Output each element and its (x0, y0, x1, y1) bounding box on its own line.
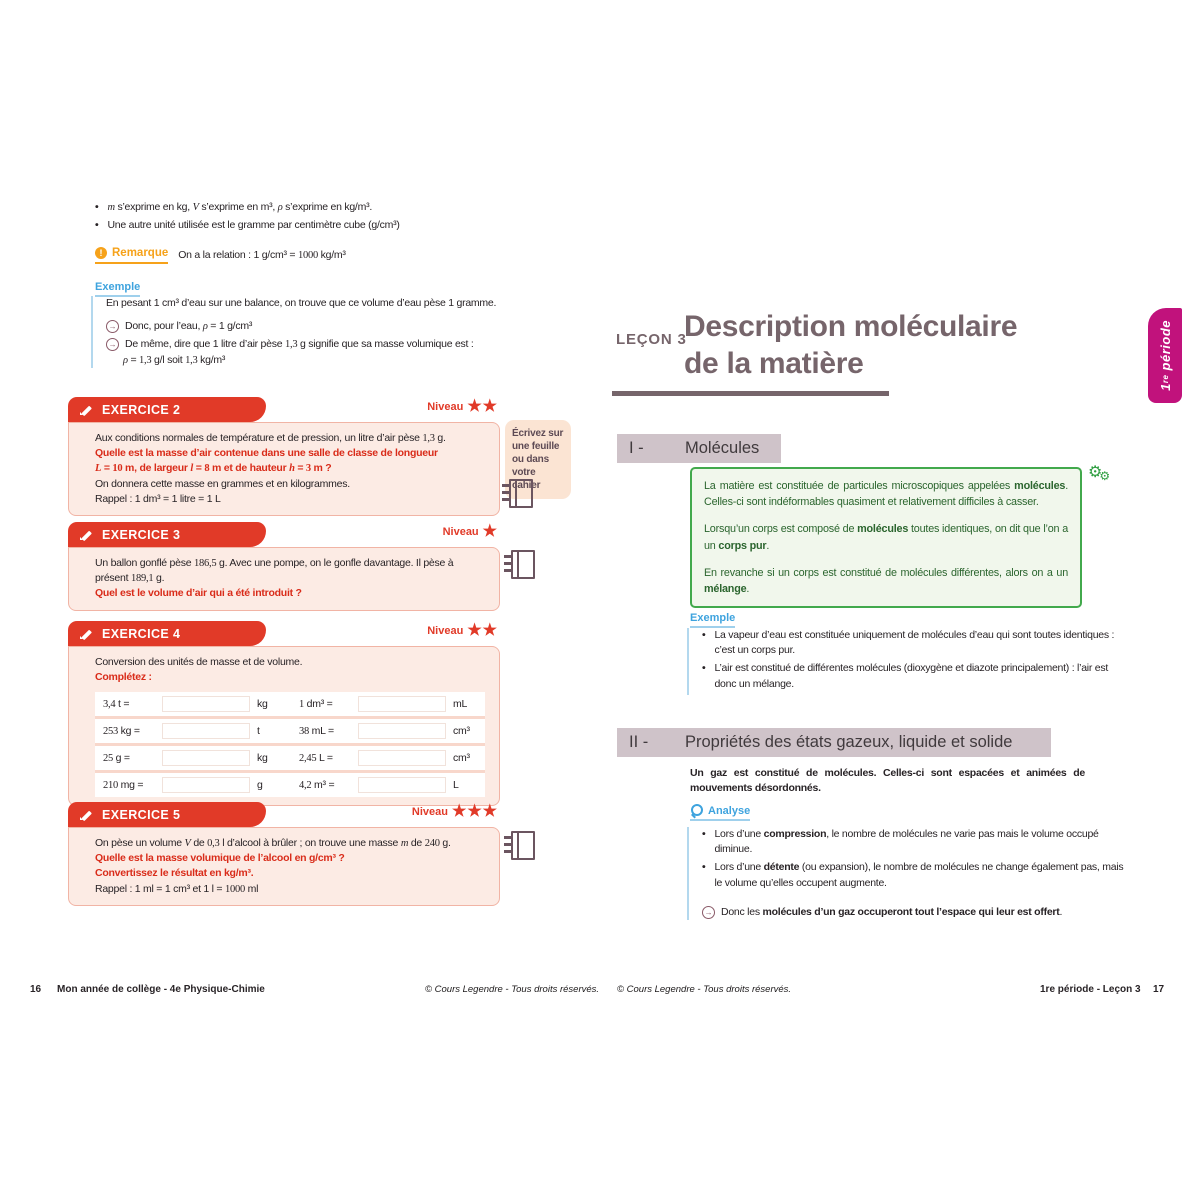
conversion-label: 4,2 m³ = (299, 778, 335, 791)
table-row (95, 719, 485, 746)
lesson-label: LEÇON 3 (616, 331, 687, 348)
remarque-label: Remarque (112, 247, 169, 259)
exercise-question: Convertissez le résultat en kg/m³. (95, 867, 254, 880)
conversion-label: 3,4 t = (103, 697, 130, 710)
star-icons: ★★★ (451, 803, 498, 820)
star-icons: ★★ (467, 622, 498, 639)
notebook-icon (511, 831, 535, 860)
page-number: 16 (30, 984, 42, 995)
exemple-intro: En pesant 1 cm³ d’eau sur une balance, on trouve que ce volume d’eau pèse 1 gramme. (106, 297, 497, 309)
exercise-tab (68, 397, 266, 422)
bullet-icon: • (702, 828, 706, 840)
niveau-label: Niveau (442, 526, 479, 538)
exercise-tab (68, 802, 266, 827)
conclusion-text: Donc les molécules d’un gaz occuperont tout l’espace qui leur est offert. (721, 905, 1063, 918)
exemple-block (91, 296, 531, 368)
gears-icon: ⚙⚙ (1088, 464, 1111, 483)
exercise-question: L = 10 m, de largeur l = 8 m et de hauteur h = 3 m ? (95, 462, 332, 475)
exercise-header (68, 522, 500, 547)
exercise-title: EXERCICE 5 (102, 807, 181, 822)
exercise-question: Complétez : (95, 671, 152, 684)
exemple-label: Exemple (95, 277, 140, 297)
knowledge-paragraph: En revanche si un corps est constitué de molécules différentes, alors on a un mélange. (704, 566, 1068, 595)
title-underline (612, 391, 889, 396)
analyse-text: Lors d’une détente (ou expansion), le nombre de molécules ne change également pas, mais le volume qu’elles occupent augmente. (714, 861, 1124, 889)
exercise-body (68, 646, 500, 806)
table-row (95, 692, 485, 719)
exercise-5 (68, 802, 500, 906)
difficulty-level (412, 804, 498, 820)
exercise-body (68, 827, 500, 906)
list-item (95, 218, 525, 233)
period-tab-label: 1re période (1157, 320, 1173, 391)
answer-blank[interactable] (358, 750, 446, 766)
pencil-icon (79, 528, 93, 542)
answer-blank[interactable] (162, 696, 250, 712)
remarque-callout (95, 247, 346, 264)
exercise-tab (68, 522, 266, 547)
answer-blank[interactable] (358, 723, 446, 739)
table-row (95, 773, 485, 797)
exercise-question: Quelle est la masse volumique de l’alcool en g/cm³ ? (95, 852, 345, 865)
bullet-icon: • (95, 219, 99, 232)
exemple-point (106, 337, 531, 352)
exemple-point (106, 319, 531, 334)
exercise-2 (68, 397, 500, 516)
conversion-label: 1 dm³ = (299, 697, 333, 710)
exercise-header (68, 397, 500, 422)
exemple-text: La vapeur d’eau est constituée uniquement de molécules d’eau qui sont toutes identiques : c’est un corps pur. (714, 629, 1115, 657)
unit-label: L (453, 778, 459, 791)
knowledge-paragraph: La matière est constituée de particules microscopiques appelées molécules. Celles-ci sont indéformables quasiment et relativement difficiles à casser. (704, 480, 1068, 509)
bullet-text: m s’exprime en kg, V s’exprime en m³, ρ s’exprime en kg/m³. (107, 201, 373, 213)
pencil-icon (79, 403, 93, 417)
exercise-text: Rappel : 1 ml = 1 cm³ et 1 l = 1000 ml (95, 882, 259, 895)
exercise-question: Quelle est la masse d’air contenue dans une salle de classe de longueur (95, 447, 438, 460)
difficulty-level (427, 623, 498, 639)
copyright: © Cours Legendre - Tous droits réservés. (425, 984, 600, 995)
exemple-text: ρ = 1,3 g/l soit 1,3 kg/m³ (123, 353, 226, 366)
conversion-label: 2,45 L = (299, 751, 333, 764)
analyse-block (687, 827, 1126, 920)
list-item (702, 628, 1120, 658)
knowledge-box (690, 467, 1082, 608)
conversion-label: 253 kg = (103, 724, 140, 737)
list-item (702, 661, 1120, 691)
exercise-body (68, 547, 500, 611)
exercise-header (68, 621, 500, 646)
star-icons: ★ (482, 523, 498, 540)
page-number: 17 (1153, 984, 1165, 995)
analyse-text: Lors d’une compression, le nombre de molécules ne varie pas mais le volume occupé diminue. (714, 828, 1099, 856)
star-icons: ★★ (467, 398, 498, 415)
copyright: © Cours Legendre - Tous droits réservés. (617, 984, 792, 995)
unit-bullet-list (95, 200, 525, 236)
unit-label: kg (257, 697, 268, 710)
exercise-3 (68, 522, 500, 611)
bullet-icon: • (702, 629, 706, 641)
notebook-icon (511, 550, 535, 579)
section-heading-2 (617, 728, 1051, 757)
conversion-table (95, 692, 485, 797)
section-title: Propriétés des états gazeux, liquide et solide (685, 733, 1013, 751)
section-title: Molécules (685, 439, 760, 457)
exercise-text: Un ballon gonflé pèse 186,5 g. Avec une pompe, on le gonfle davantage. Il pèse à présent 189,1 g. (95, 557, 454, 585)
conversion-label: 25 g = (103, 751, 130, 764)
remarque-text: On a la relation : 1 g/cm³ = 1000 kg/m³ (178, 248, 346, 261)
exercise-text: Rappel : 1 dm³ = 1 litre = 1 L (95, 492, 221, 505)
exemple-text: Donc, pour l’eau, ρ = 1 g/cm³ (125, 320, 253, 333)
bullet-icon: • (702, 861, 706, 874)
exercise-tab (68, 621, 266, 646)
remarque-pill (95, 247, 168, 264)
difficulty-level (443, 524, 498, 540)
section-heading-1 (617, 434, 781, 463)
table-row (95, 746, 485, 773)
unit-label: t (257, 724, 260, 737)
arrow-icon: → (106, 320, 119, 333)
title-line: de la matière (684, 347, 864, 380)
section-numeral: I - (629, 439, 644, 457)
write-in-notebook-note: Écrivez sur une feuille ou dans votre cahier (505, 420, 571, 499)
exercise-title: EXERCICE 4 (102, 626, 181, 641)
gas-paragraph: Un gaz est constitué de molécules. Celles-ci sont espacées et animées de mouvements désordonnés. (690, 767, 1085, 795)
pencil-icon (79, 808, 93, 822)
exercise-text: On pèse un volume V de 0,3 l d’alcool à brûler ; on trouve une masse m de 240 g. (95, 837, 451, 849)
answer-blank[interactable] (162, 750, 250, 766)
section-numeral: II - (629, 733, 649, 751)
analyse-label-text: Analyse (708, 804, 751, 817)
unit-label: cm³ (453, 751, 470, 764)
title-line: Description moléculaire (684, 310, 1018, 343)
niveau-label: Niveau (411, 806, 448, 818)
unit-label: kg (257, 751, 268, 764)
unit-label: cm³ (453, 724, 470, 737)
answer-blank[interactable] (358, 696, 446, 712)
exercise-title: EXERCICE 2 (102, 402, 181, 417)
conversion-label: 210 mg = (103, 778, 144, 791)
list-item (95, 200, 525, 215)
list-item (702, 827, 1126, 857)
answer-blank[interactable] (358, 777, 446, 793)
bullet-text: Une autre unité utilisée est le gramme par centimètre cube (g/cm³) (107, 219, 400, 232)
exercise-text: On donnera cette masse en grammes et en kilogrammes. (95, 477, 350, 490)
exercise-text: Conversion des unités de masse et de volume. (95, 656, 303, 668)
exercise-header (68, 802, 500, 827)
arrow-icon: → (702, 906, 715, 919)
exemple-text: De même, dire que 1 litre d’air pèse 1,3 g signifie que sa masse volumique est : (125, 338, 474, 351)
unit-label: mL (453, 697, 468, 710)
exemple-text: L’air est constitué de différentes molécules (dioxygène et diazote principalement) : l’air est donc un mélange. (714, 662, 1109, 690)
niveau-label: Niveau (427, 625, 464, 637)
niveau-label: Niveau (427, 401, 464, 413)
exercise-body (68, 422, 500, 516)
difficulty-level (427, 399, 498, 415)
bullet-icon: • (702, 662, 706, 675)
bullet-icon: • (95, 201, 99, 213)
period-lesson-label: 1re période - Leçon 3 (1040, 984, 1141, 995)
notebook-icon (509, 479, 533, 508)
answer-blank[interactable] (162, 723, 250, 739)
analyse-label (690, 804, 750, 822)
list-item (702, 860, 1126, 890)
page-title (684, 308, 1017, 382)
magnifier-icon (690, 804, 703, 817)
exercise-question: Quel est le volume d’air qui a été introduit ? (95, 587, 302, 600)
exemple-block (687, 628, 1120, 695)
exercise-title: EXERCICE 3 (102, 527, 181, 542)
arrow-icon: → (106, 338, 119, 351)
exemple-label: Exemple (690, 608, 735, 628)
knowledge-paragraph: Lorsqu’un corps est composé de molécules toutes identiques, on dit que l’on a un corps pur. (704, 523, 1068, 552)
period-tab (1148, 308, 1182, 403)
alert-icon: ! (95, 247, 107, 259)
answer-blank[interactable] (162, 777, 250, 793)
pencil-icon (79, 627, 93, 641)
unit-label: g (257, 778, 263, 791)
conversion-label: 38 mL = (299, 724, 334, 737)
exercise-text: Aux conditions normales de température et de pression, un litre d’air pèse 1,3 g. (95, 432, 446, 444)
conclusion-line (702, 905, 1126, 920)
exercise-4 (68, 621, 500, 806)
book-title: Mon année de collège - 4e Physique-Chimie (57, 984, 265, 995)
